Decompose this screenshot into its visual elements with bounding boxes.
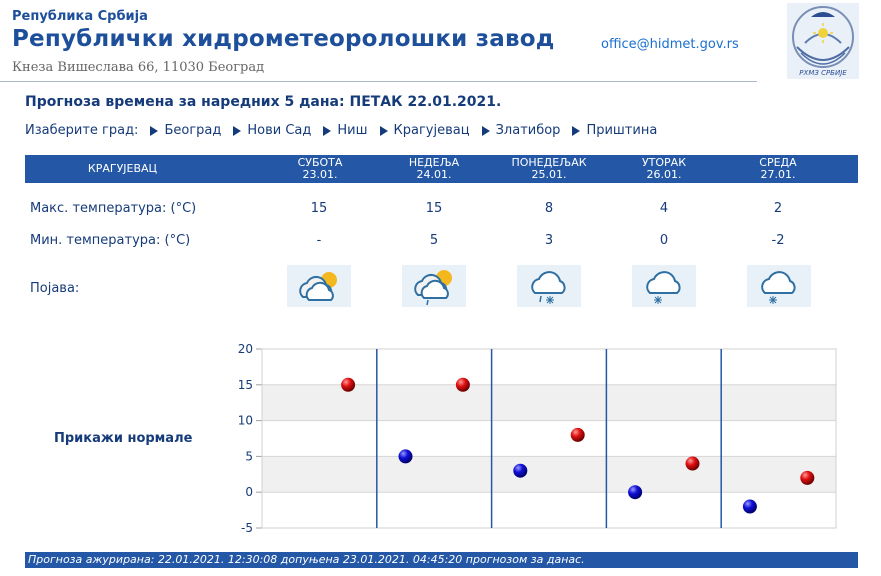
temperature-chart	[226, 340, 841, 540]
min-temp-value: 0	[659, 233, 669, 248]
email-link[interactable]: office@hidmet.gov.rs	[601, 37, 739, 52]
rhmz-logo[interactable]	[787, 3, 859, 79]
city-link-pristina[interactable]: Приштина	[572, 123, 657, 138]
chart-band	[262, 456, 836, 492]
city-select-label: Изаберите град:	[25, 123, 139, 138]
partly-cloudy-sun-icon	[287, 265, 351, 307]
logo-lettering: РХМЗ СРБИЈЕ	[799, 69, 847, 77]
y-tick-label: 20	[237, 342, 253, 356]
y-tick-label: -5	[241, 521, 253, 535]
cloud-snow-icon	[747, 265, 811, 307]
show-normals-link[interactable]: Прикажи нормале	[54, 431, 193, 446]
phenomena-label: Појава:	[30, 281, 80, 296]
arrow-right-icon	[233, 126, 241, 136]
min-temp-label: Мин. температура: (°C)	[30, 233, 191, 248]
max-temp-point	[800, 471, 814, 485]
min-temp-point	[399, 449, 413, 463]
max-temp-value: 4	[659, 201, 669, 216]
max-temp-point	[686, 457, 700, 471]
forecast-title: Прогноза времена за наредних 5 дана: ПЕТАК 22.01.2021.	[25, 94, 502, 110]
max-temp-point	[571, 428, 585, 442]
min-temp-point	[513, 464, 527, 478]
city-link-zlatibor[interactable]: Златибор	[482, 123, 561, 138]
max-temp-label: Макс. температура: (°C)	[30, 201, 197, 216]
min-temp-point	[743, 500, 757, 514]
y-tick-label: 15	[237, 377, 253, 392]
min-temp-value: -	[316, 233, 322, 248]
max-temp-point	[341, 378, 355, 392]
min-temp-value: 5	[429, 233, 439, 248]
institute-address: Кнеза Вишеслава 66, 11030 Београд	[12, 60, 265, 75]
day-header: СУБОТА 23.01.	[297, 156, 343, 181]
city-link-nis[interactable]: Ниш	[323, 123, 367, 138]
cloud-snow-icon	[632, 265, 696, 307]
max-temp-value: 2	[773, 201, 783, 216]
y-tick-label: 0	[245, 485, 253, 500]
day-header: ПОНЕДЕЉАК 25.01.	[511, 156, 587, 181]
max-temp-point	[456, 378, 470, 392]
min-temp-value: -2	[771, 233, 785, 248]
max-temp-value: 8	[544, 201, 554, 216]
city-selector	[25, 123, 657, 138]
arrow-right-icon	[572, 126, 580, 136]
day-header: НЕДЕЉА 24.01.	[408, 156, 460, 181]
arrow-right-icon	[150, 126, 158, 136]
arrow-right-icon	[323, 126, 331, 136]
city-link-novi-sad[interactable]: Нови Сад	[233, 123, 311, 138]
partly-cloudy-sun-light-rain-icon	[402, 265, 466, 307]
y-tick-label: 10	[237, 413, 253, 428]
city-link-kragujevac[interactable]: Крагујевац	[380, 123, 470, 138]
y-tick-label: 5	[245, 449, 253, 464]
day-header: СРЕДА 27.01.	[759, 156, 797, 181]
table-city-name: КРАГУЈЕВАЦ	[87, 162, 158, 175]
max-temp-value: 15	[310, 201, 328, 216]
forecast-table-header	[25, 155, 858, 183]
cloud-rain-snow-icon	[517, 265, 581, 307]
min-temp-point	[628, 485, 642, 499]
arrow-right-icon	[482, 126, 490, 136]
arrow-right-icon	[380, 126, 388, 136]
chart-band	[262, 421, 836, 457]
update-footer: Прогноза ажурирана: 22.01.2021. 12:30:08 допуњена 23.01.2021. 04:45:20 прогнозом за данас.	[25, 552, 858, 568]
header-divider	[0, 81, 757, 82]
institute-title[interactable]: Републички хидрометеоролошки завод	[12, 26, 555, 52]
city-link-beograd[interactable]: Београд	[150, 123, 221, 138]
country-label: Република Србија	[12, 9, 148, 24]
min-temp-value: 3	[544, 233, 554, 248]
max-temp-value: 15	[425, 201, 443, 216]
day-header: УТОРАК 26.01.	[641, 156, 687, 181]
